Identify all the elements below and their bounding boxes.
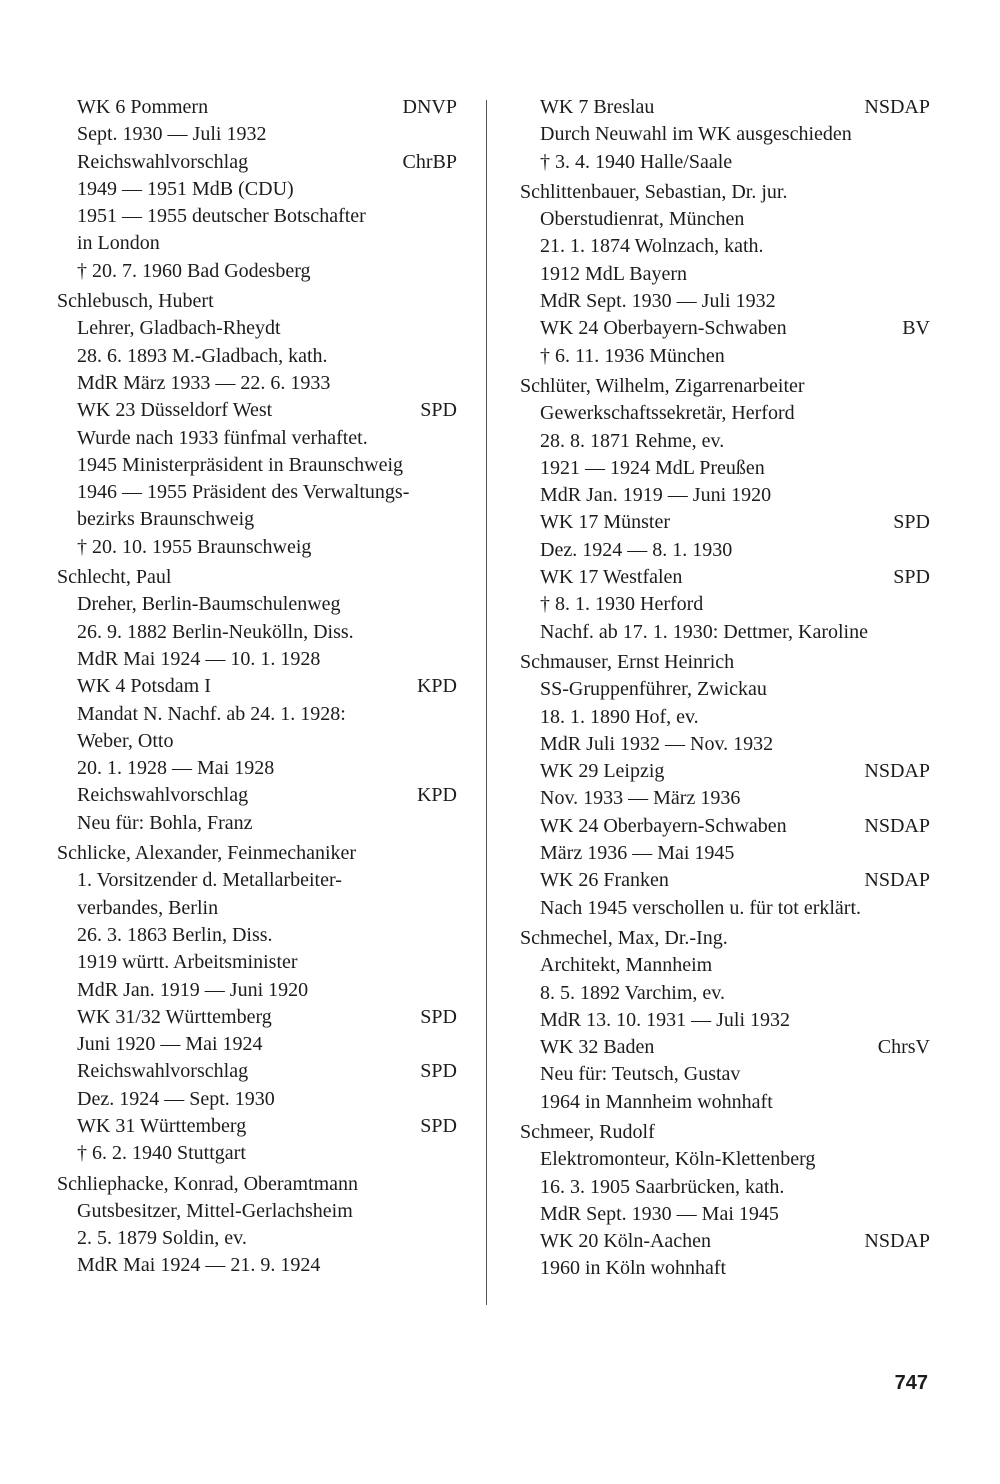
entry-detail-line xyxy=(57,810,457,837)
entry-detail-line xyxy=(57,176,457,203)
party-label: NSDAP xyxy=(864,96,930,118)
entry-text: 28. 6. 1893 M.-Gladbach, kath. xyxy=(77,344,328,367)
entry-text: MdR Mai 1924 — 10. 1. 1928 xyxy=(77,647,321,670)
entry-detail-line xyxy=(57,619,457,646)
entry-detail-line xyxy=(57,1086,457,1113)
entry-text: Gutsbesitzer, Mittel-Gerlachsheim xyxy=(77,1199,353,1222)
entry-text: Nach 1945 verschollen u. für tot erklärt. xyxy=(540,896,862,919)
entry-detail-line xyxy=(520,785,930,812)
entry-text: MdR Sept. 1930 — Mai 1945 xyxy=(540,1202,779,1225)
entry-detail-line xyxy=(57,149,457,176)
entry-detail-line xyxy=(520,233,930,260)
entry-detail-line xyxy=(57,1031,457,1058)
entry-name: Schmauser, Ernst Heinrich xyxy=(520,650,735,673)
entry-name-line xyxy=(57,564,457,591)
entry-detail-line xyxy=(57,121,457,148)
right-column xyxy=(520,94,930,1286)
entry-text: Elektromonteur, Köln-Klettenberg xyxy=(540,1148,816,1171)
entry-text: Sept. 1930 — Juli 1932 xyxy=(77,123,267,146)
entry-detail-line xyxy=(57,479,457,506)
entry-detail-line xyxy=(57,258,457,285)
directory-entry xyxy=(520,94,930,176)
directory-entry xyxy=(520,925,930,1116)
entry-text: SS-Gruppenführer, Zwickau xyxy=(540,678,767,701)
party-label: NSDAP xyxy=(864,760,930,783)
entry-text: † 20. 10. 1955 Braunschweig xyxy=(77,535,312,558)
directory-entry xyxy=(520,1119,930,1283)
entry-text: WK 17 Westfalen xyxy=(540,566,683,589)
entry-text: 28. 8. 1871 Rehme, ev. xyxy=(540,429,725,452)
entry-name: Schlicke, Alexander, Feinmechaniker xyxy=(57,842,357,865)
entry-detail-line xyxy=(520,758,930,785)
party-label: KPD xyxy=(416,784,457,807)
entry-name: Schlebusch, Hubert xyxy=(57,290,214,313)
entry-detail-line xyxy=(520,952,930,979)
entry-text: Lehrer, Gladbach-Rheydt xyxy=(77,317,281,340)
entry-detail-line xyxy=(57,1252,457,1279)
entry-text: WK 4 Potsdam I xyxy=(77,675,211,698)
party-label: DNVP xyxy=(402,96,457,118)
entry-detail-line xyxy=(57,949,457,976)
entry-detail-line xyxy=(520,1034,930,1061)
entry-detail-line xyxy=(57,1140,457,1167)
entry-detail-line xyxy=(57,94,457,121)
entry-detail-line xyxy=(57,673,457,700)
entry-detail-line xyxy=(57,1198,457,1225)
entry-detail-line xyxy=(520,676,930,703)
entry-name-line xyxy=(520,1119,930,1146)
entry-text: Neu für: Teutsch, Gustav xyxy=(540,1063,741,1086)
left-column xyxy=(57,94,457,1283)
entry-text: Nov. 1933 — März 1936 xyxy=(540,787,741,810)
entry-text: † 20. 7. 1960 Bad Godesberg xyxy=(77,259,311,282)
entry-detail-line xyxy=(520,1201,930,1228)
entry-name: Schmeer, Rudolf xyxy=(520,1120,655,1143)
entry-detail-line xyxy=(520,121,930,148)
entry-detail-line xyxy=(57,728,457,755)
entry-text: 1946 — 1955 Präsident des Verwaltungs- xyxy=(77,481,410,504)
entry-name: Schlecht, Paul xyxy=(57,566,172,589)
entry-text: 1919 württ. Arbeitsminister xyxy=(77,951,298,974)
entry-text: Dez. 1924 — Sept. 1930 xyxy=(77,1087,275,1110)
entry-detail-line xyxy=(57,701,457,728)
entry-text: Wurde nach 1933 fünfmal verhaftet. xyxy=(77,426,368,449)
entry-detail-line xyxy=(520,704,930,731)
entry-text: MdR Jan. 1919 — Juni 1920 xyxy=(540,484,772,507)
entry-detail-line xyxy=(57,1058,457,1085)
directory-entry xyxy=(57,94,457,285)
entry-text: 1921 — 1924 MdL Preußen xyxy=(540,456,765,479)
entry-text: WK 32 Baden xyxy=(540,1036,655,1059)
entry-detail-line xyxy=(520,482,930,509)
entry-text: Nachf. ab 17. 1. 1930: Dettmer, Karoline xyxy=(540,620,868,643)
entry-detail-line xyxy=(57,782,457,809)
entry-text: Juni 1920 — Mai 1924 xyxy=(77,1033,263,1056)
entry-detail-line xyxy=(520,261,930,288)
entry-detail-line xyxy=(520,288,930,315)
party-label: SPD xyxy=(420,399,457,422)
entry-name-line xyxy=(520,649,930,676)
entry-detail-line xyxy=(520,1255,930,1282)
entry-text: Mandat N. Nachf. ab 24. 1. 1928: xyxy=(77,702,346,725)
entry-detail-line xyxy=(520,980,930,1007)
party-label: SPD xyxy=(420,1060,457,1083)
entry-text: 26. 9. 1882 Berlin-Neukölln, Diss. xyxy=(77,620,354,643)
entry-text: WK 17 Münster xyxy=(540,511,670,534)
column-divider xyxy=(486,100,487,1305)
entry-detail-line xyxy=(57,977,457,1004)
directory-entry xyxy=(57,288,457,561)
entry-name: Schmechel, Max, Dr.-Ing. xyxy=(520,926,728,949)
entry-text: 1960 in Köln wohnhaft xyxy=(540,1257,727,1280)
entry-text: bezirks Braunschweig xyxy=(77,508,255,531)
entry-text: WK 7 Breslau xyxy=(540,96,655,118)
entry-text: Oberstudienrat, München xyxy=(540,208,745,231)
entry-text: MdR Jan. 1919 — Juni 1920 xyxy=(77,978,309,1001)
entry-detail-line xyxy=(520,1061,930,1088)
entry-text: 21. 1. 1874 Wolnzach, kath. xyxy=(540,235,764,258)
party-label: NSDAP xyxy=(864,869,930,892)
page-number: 747 xyxy=(894,1372,928,1394)
entry-detail-line xyxy=(57,1004,457,1031)
entry-text: 1945 Ministerpräsident in Braunschweig xyxy=(77,453,404,476)
entry-name-line xyxy=(57,840,457,867)
entry-text: † 3. 4. 1940 Halle/Saale xyxy=(540,150,733,173)
entry-text: MdR März 1933 — 22. 6. 1933 xyxy=(77,371,331,394)
entry-detail-line xyxy=(520,206,930,233)
entry-text: Architekt, Mannheim xyxy=(540,954,713,977)
directory-entry xyxy=(520,179,930,370)
entry-detail-line xyxy=(520,867,930,894)
entry-text: Reichswahlvorschlag xyxy=(77,150,249,173)
entry-detail-line xyxy=(57,370,457,397)
directory-entry xyxy=(520,373,930,646)
entry-text: 1951 — 1955 deutscher Botschafter xyxy=(77,205,366,228)
party-label: BV xyxy=(902,317,930,340)
entry-detail-line xyxy=(57,425,457,452)
entry-detail-line xyxy=(520,94,930,121)
party-label: SPD xyxy=(893,511,930,534)
entry-detail-line xyxy=(57,452,457,479)
entry-text: WK 26 Franken xyxy=(540,869,669,892)
entry-text: MdR Juli 1932 — Nov. 1932 xyxy=(540,732,774,755)
entry-text: Reichswahlvorschlag xyxy=(77,784,249,807)
party-label: SPD xyxy=(893,566,930,589)
entry-text: WK 31/32 Württemberg xyxy=(77,1005,272,1028)
entry-text: März 1936 — Mai 1945 xyxy=(540,842,735,865)
entry-text: WK 6 Pommern xyxy=(77,96,209,118)
party-label: ChrBP xyxy=(402,150,457,173)
entry-name-line xyxy=(520,373,930,400)
entry-detail-line xyxy=(57,1113,457,1140)
entry-detail-line xyxy=(520,1089,930,1116)
entry-text: 26. 3. 1863 Berlin, Diss. xyxy=(77,923,273,946)
entry-detail-line xyxy=(57,230,457,257)
entry-detail-line xyxy=(520,619,930,646)
entry-detail-line xyxy=(57,895,457,922)
entry-text: Durch Neuwahl im WK ausgeschieden xyxy=(540,123,852,146)
entry-text: 8. 5. 1892 Varchim, ev. xyxy=(540,981,725,1004)
entry-detail-line xyxy=(57,343,457,370)
entry-detail-line xyxy=(520,1174,930,1201)
entry-text: Dez. 1924 — 8. 1. 1930 xyxy=(540,538,733,561)
entry-detail-line xyxy=(520,509,930,536)
directory-entry xyxy=(57,564,457,837)
entry-text: MdR 13. 10. 1931 — Juli 1932 xyxy=(540,1008,791,1031)
entry-detail-line xyxy=(520,1146,930,1173)
entry-text: 2. 5. 1879 Soldin, ev. xyxy=(77,1227,247,1250)
entry-text: Neu für: Bohla, Franz xyxy=(77,811,253,834)
entry-detail-line xyxy=(57,1225,457,1252)
entry-detail-line xyxy=(520,731,930,758)
entry-detail-line xyxy=(57,315,457,342)
entry-text: 1949 — 1951 MdB (CDU) xyxy=(77,177,294,200)
entry-detail-line xyxy=(57,591,457,618)
entry-name-line xyxy=(57,1171,457,1198)
entry-text: WK 24 Oberbayern-Schwaben xyxy=(540,814,787,837)
entry-text: WK 23 Düsseldorf West xyxy=(77,399,273,422)
party-label: ChrsV xyxy=(877,1036,930,1059)
entry-detail-line xyxy=(57,867,457,894)
entry-text: † 6. 2. 1940 Stuttgart xyxy=(77,1142,246,1165)
entry-detail-line xyxy=(520,149,930,176)
entry-name: Schlittenbauer, Sebastian, Dr. jur. xyxy=(520,180,788,203)
party-label: NSDAP xyxy=(864,1230,930,1253)
entry-text: WK 31 Württemberg xyxy=(77,1114,247,1137)
entry-detail-line xyxy=(520,813,930,840)
party-label: SPD xyxy=(420,1005,457,1028)
entry-text: 18. 1. 1890 Hof, ev. xyxy=(540,705,699,728)
entry-text: 20. 1. 1928 — Mai 1928 xyxy=(77,757,275,780)
entry-name: Schlüter, Wilhelm, Zigarrenarbeiter xyxy=(520,374,805,397)
entry-text: Dreher, Berlin-Baumschulenweg xyxy=(77,593,341,616)
entry-detail-line xyxy=(520,564,930,591)
party-label: SPD xyxy=(420,1114,457,1137)
entry-detail-line xyxy=(520,315,930,342)
directory-entry xyxy=(57,1171,457,1280)
entry-text: WK 24 Oberbayern-Schwaben xyxy=(540,317,787,340)
entry-detail-line xyxy=(520,343,930,370)
entry-text: Gewerkschaftssekretär, Herford xyxy=(540,402,795,425)
entry-name-line xyxy=(520,925,930,952)
entry-text: † 8. 1. 1930 Herford xyxy=(540,593,704,616)
entry-name-line xyxy=(520,179,930,206)
party-label: KPD xyxy=(416,675,457,698)
entry-text: 16. 3. 1905 Saarbrücken, kath. xyxy=(540,1175,785,1198)
entry-text: WK 29 Leipzig xyxy=(540,760,665,783)
entry-text: verbandes, Berlin xyxy=(77,896,219,919)
entry-detail-line xyxy=(520,455,930,482)
entry-detail-line xyxy=(520,895,930,922)
entry-name: Schliephacke, Konrad, Oberamtmann xyxy=(57,1172,359,1195)
entry-text: † 6. 11. 1936 München xyxy=(540,344,725,367)
entry-detail-line xyxy=(57,922,457,949)
entry-detail-line xyxy=(520,591,930,618)
entry-name-line xyxy=(57,288,457,315)
entry-detail-line xyxy=(57,755,457,782)
directory-entry xyxy=(57,840,457,1168)
entry-text: MdR Mai 1924 — 21. 9. 1924 xyxy=(77,1254,321,1277)
entry-text: in London xyxy=(77,232,160,255)
entry-text: 1964 in Mannheim wohnhaft xyxy=(540,1090,773,1113)
entry-detail-line xyxy=(520,400,930,427)
entry-detail-line xyxy=(57,506,457,533)
entry-detail-line xyxy=(57,397,457,424)
entry-detail-line xyxy=(520,840,930,867)
entry-detail-line xyxy=(520,537,930,564)
entry-text: WK 20 Köln-Aachen xyxy=(540,1230,712,1253)
entry-text: 1. Vorsitzender d. Metallarbeiter- xyxy=(77,869,342,892)
entry-text: Weber, Otto xyxy=(77,729,174,752)
directory-entry xyxy=(520,649,930,922)
entry-detail-line xyxy=(520,1007,930,1034)
entry-text: MdR Sept. 1930 — Juli 1932 xyxy=(540,290,776,313)
entry-text: Reichswahlvorschlag xyxy=(77,1060,249,1083)
entry-detail-line xyxy=(520,428,930,455)
party-label: NSDAP xyxy=(864,814,930,837)
entry-detail-line xyxy=(57,534,457,561)
entry-detail-line xyxy=(57,646,457,673)
entry-detail-line xyxy=(57,203,457,230)
entry-detail-line xyxy=(520,1228,930,1255)
entry-text: 1912 MdL Bayern xyxy=(540,262,688,285)
